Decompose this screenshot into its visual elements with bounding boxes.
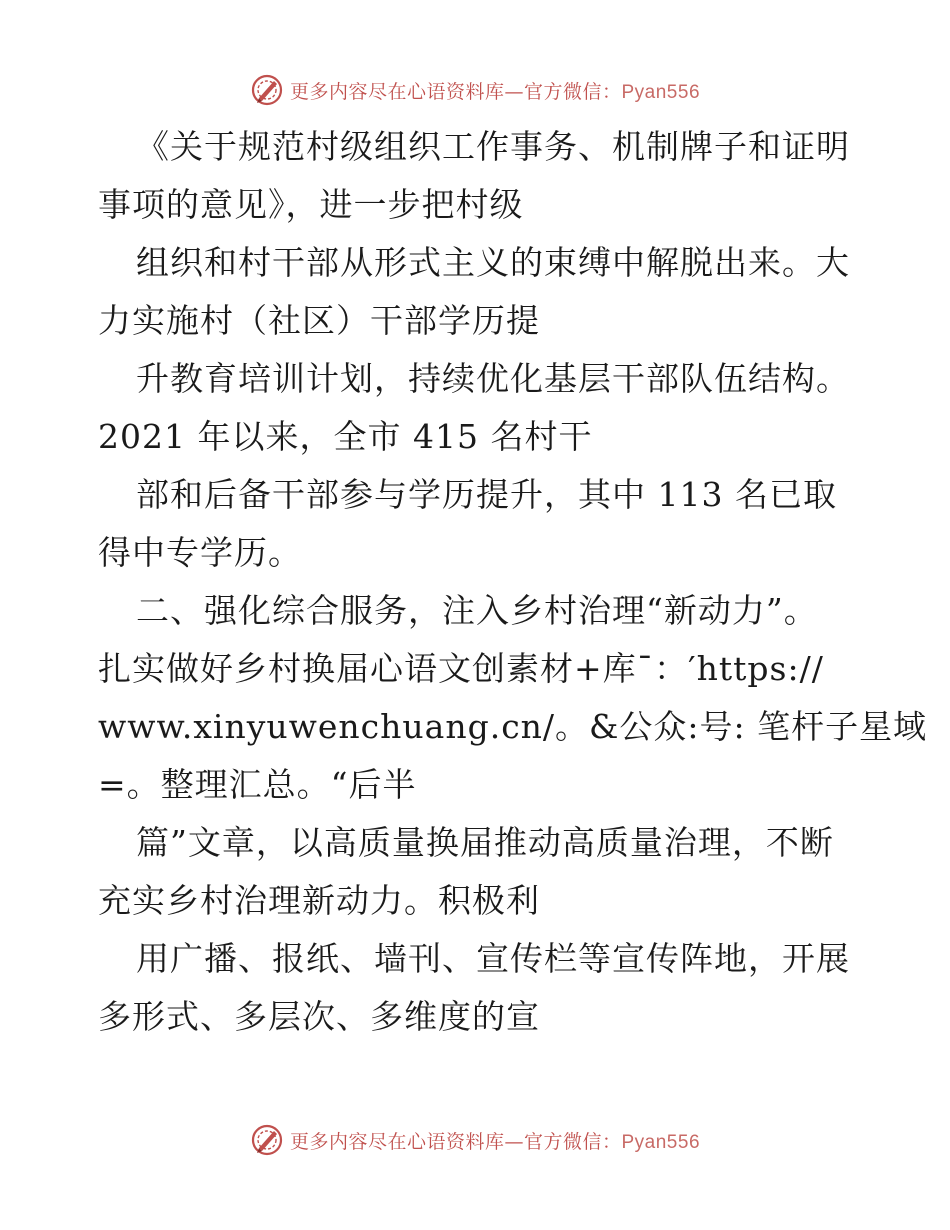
header-watermark-text: 更多内容尽在心语资料库—官方微信：Pyan556: [289, 80, 701, 103]
text-line: 扎实做好乡村换届心语文创素材+库¯：′https://: [98, 649, 824, 688]
pen-logo-icon: [250, 73, 284, 107]
text-line: 2021 年以来，全市 415 名村干: [98, 417, 593, 456]
text-line: 充实乡村治理新动力。积极利: [98, 881, 540, 920]
text-line: 部和后备干部参与学历提升，其中 113 名已取: [136, 475, 837, 514]
text-line: 事项的意见》，进一步把村级: [98, 185, 524, 224]
text-line: 《关于规范村级组织工作事务、机制牌子和证明: [136, 127, 850, 166]
text-line: 组织和村干部从形式主义的束缚中解脱出来。大: [136, 243, 850, 282]
text-line: 篇”文章，以高质量换届推动高质量治理，不断: [136, 823, 834, 862]
pen-logo-icon: [250, 1123, 284, 1157]
text-line: 得中专学历。: [98, 533, 302, 572]
footer-watermark: [0, 1120, 950, 1160]
header-watermark: [0, 70, 950, 110]
text-line: =。整理汇总。“后半: [98, 765, 417, 804]
footer-watermark-text: 更多内容尽在心语资料库—官方微信：Pyan556: [289, 1130, 701, 1153]
text-line: 升教育培训计划，持续优化基层干部队伍结构。: [136, 359, 850, 398]
text-line: 二、强化综合服务，注入乡村治理“新动力”。: [136, 591, 818, 630]
document-body: [98, 118, 928, 1046]
text-line: 多形式、多层次、多维度的宣: [98, 997, 540, 1036]
text-line: 力实施村（社区）干部学历提: [98, 301, 540, 340]
text-line: www.xinyuwenchuang.cn/。&公众:号: 笔杆子星域: [98, 707, 928, 746]
text-line: 用广播、报纸、墙刊、宣传栏等宣传阵地，开展: [136, 939, 850, 978]
